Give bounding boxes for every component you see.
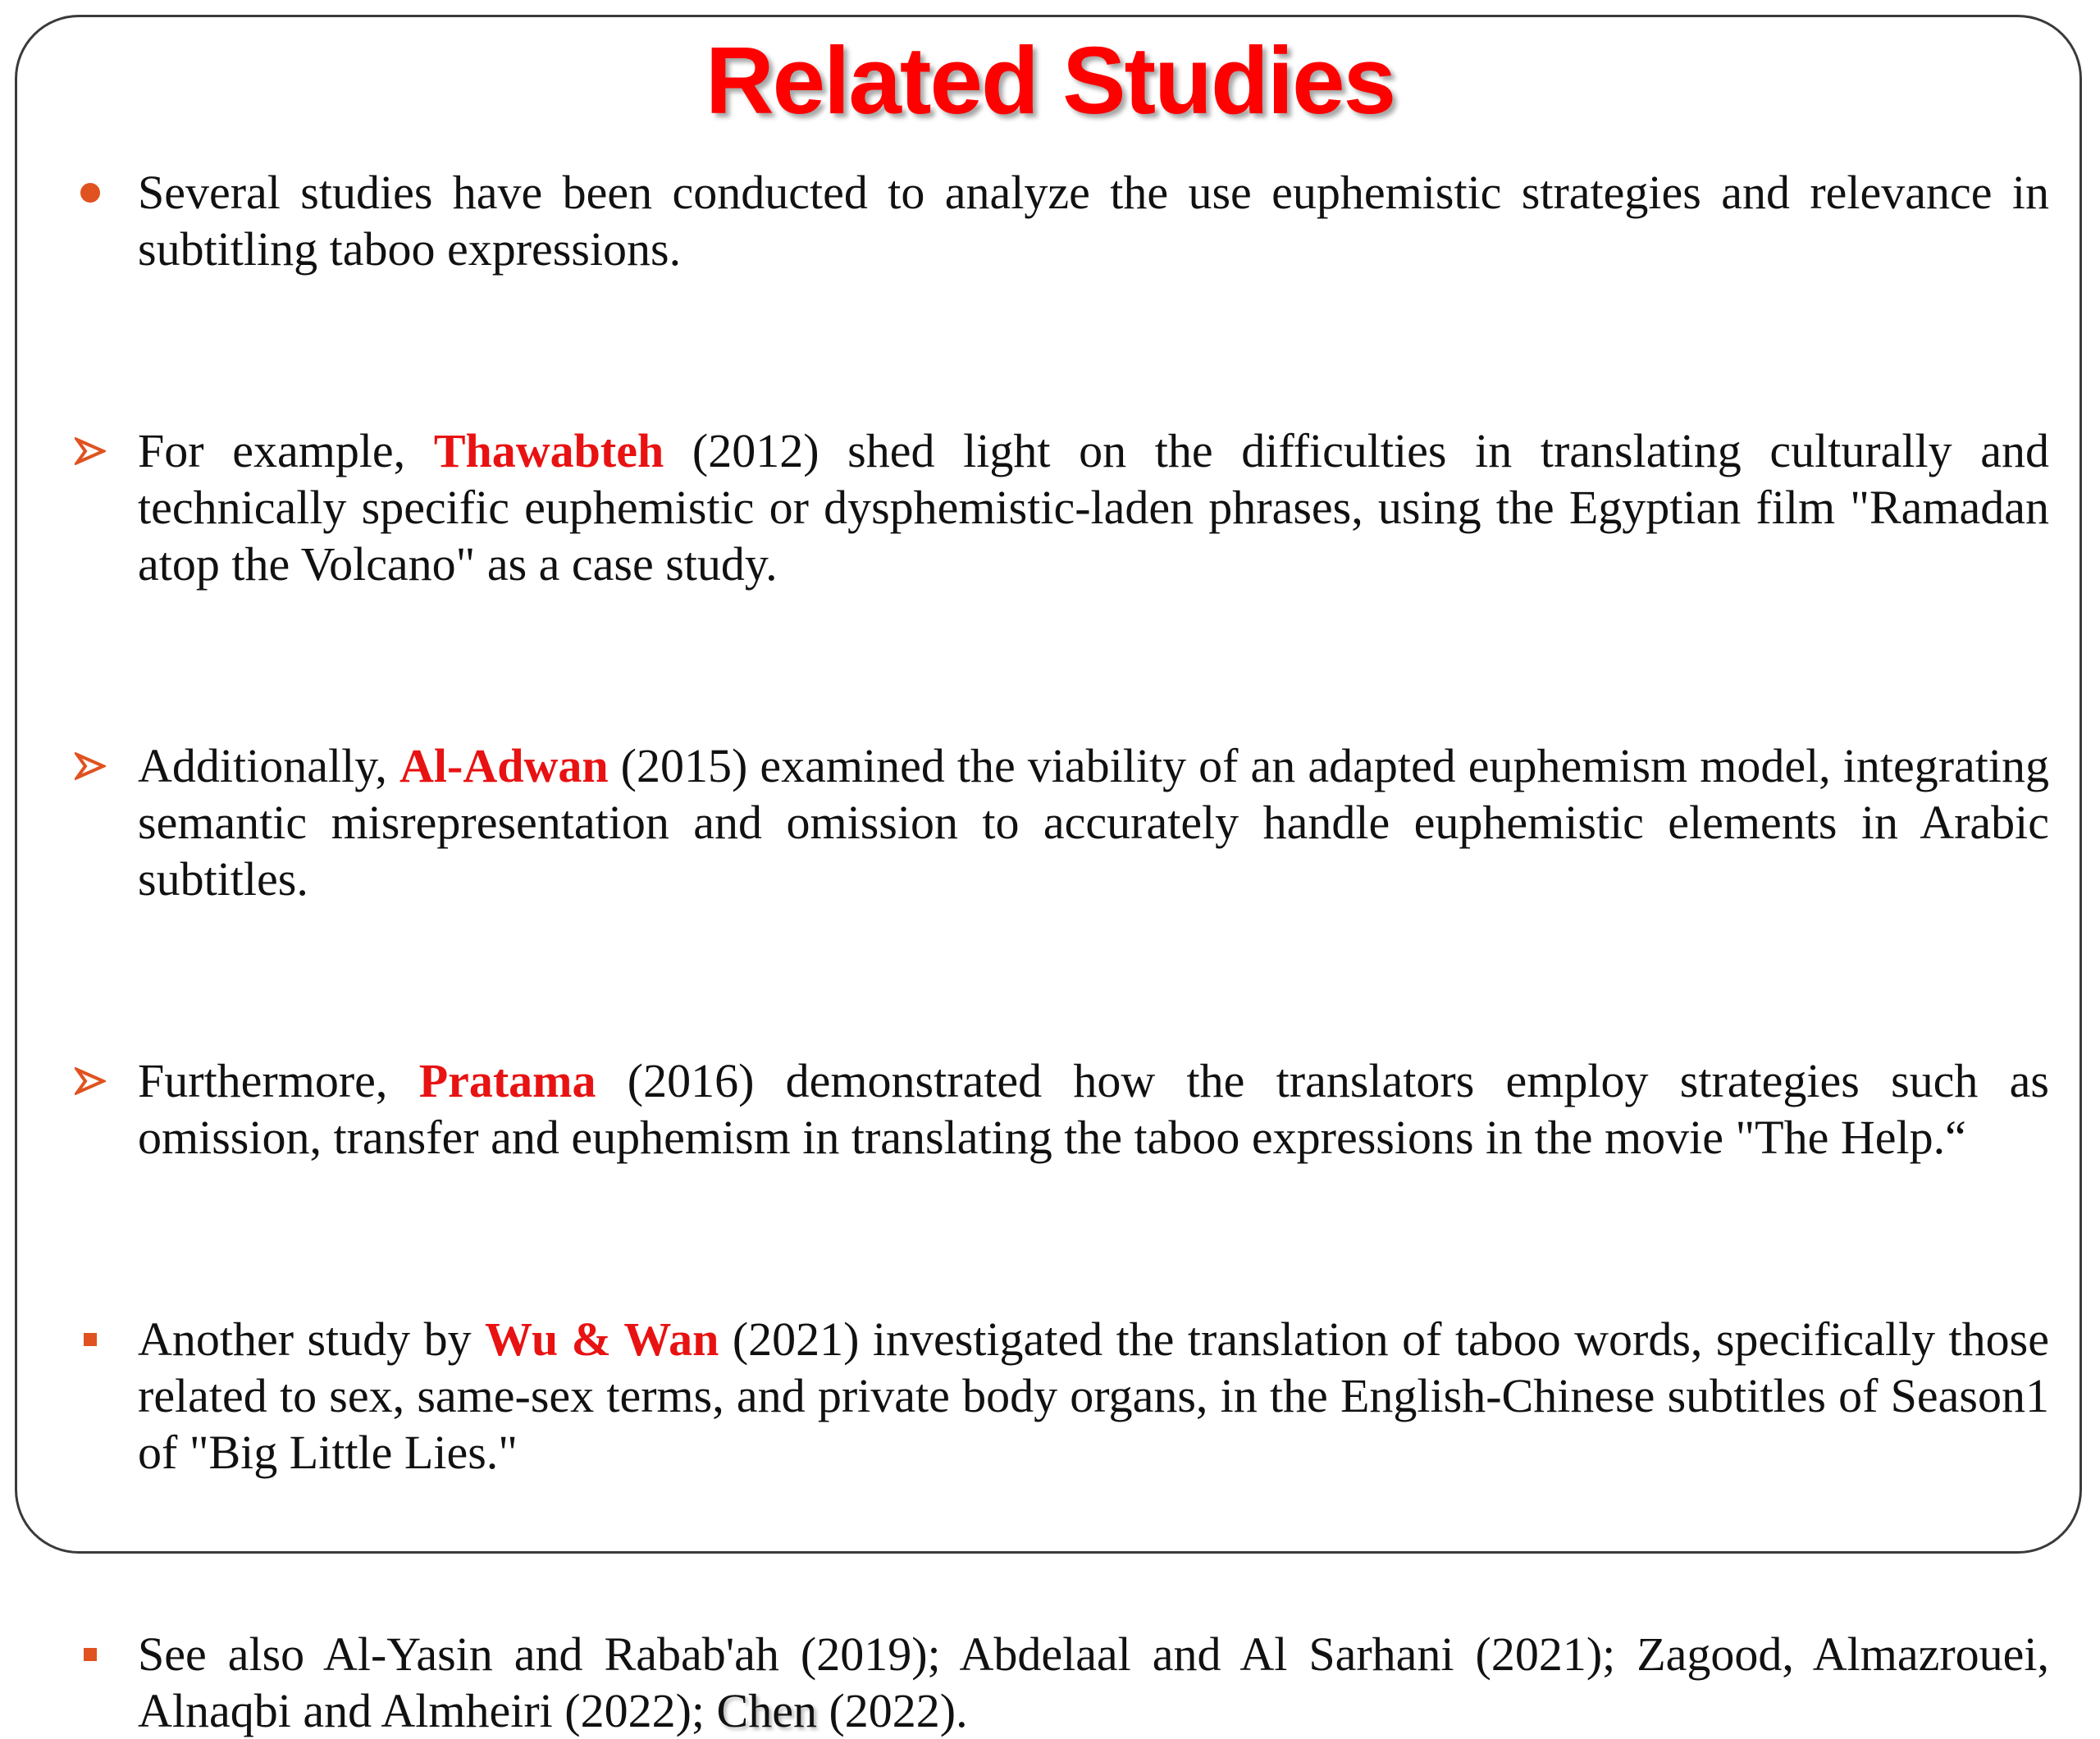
bullet-item-5 bbox=[138, 1311, 2049, 1481]
bullet-text-rest: (2022). bbox=[816, 1684, 968, 1737]
author-name-chen: Chen bbox=[716, 1684, 817, 1737]
bullet-item-4 bbox=[138, 1052, 2049, 1166]
bullet-list bbox=[138, 164, 2049, 1739]
bullet-text-rest: (2016) demonstrated how the translators employ strategies such as omission, transfer and euphemism in translating the taboo expressions in the movie "The Help.“ bbox=[138, 1054, 2049, 1164]
bullet-text: Several studies have been conducted to analyze the use euphemistic strategies and relevance in subtitling taboo expressions. bbox=[138, 166, 2049, 276]
author-name-pratama: Pratama bbox=[418, 1054, 596, 1107]
bullet-text-lead: Additionally, bbox=[138, 739, 399, 792]
square-bullet-icon bbox=[74, 1311, 107, 1367]
bullet-text-rest: (2012) shed light on the difficulties in translating culturally and technically specific euphemistic or dysphemistic-laden phrases, using the Egyptian film "Ramadan atop the Volcano" as a case study. bbox=[138, 424, 2049, 591]
slide-title: Related Studies bbox=[705, 27, 1395, 134]
bullet-text-rest: (2015) examined the viability of an adapted euphemism model, integrating semantic misrepresentation and omission to accurately handle euphemistic elements in Arabic subtitles. bbox=[138, 739, 2049, 906]
bullet-text-rest: (2021) investigated the translation of taboo words, specifically those related to sex, same-sex terms, and private body organs, in the English-Chinese subtitles of Season1 of "Big Little Lies." bbox=[138, 1312, 2049, 1479]
arrow-bullet-icon bbox=[74, 1052, 107, 1109]
arrow-bullet-icon bbox=[74, 737, 107, 794]
bullet-text-lead: Furthermore, bbox=[138, 1054, 419, 1107]
bullet-item-6 bbox=[138, 1626, 2049, 1739]
bullet-dot-icon bbox=[74, 164, 107, 221]
arrow-bullet-icon bbox=[74, 422, 107, 479]
bullet-item-2 bbox=[138, 422, 2049, 592]
author-name-thawabteh: Thawabteh bbox=[433, 424, 664, 477]
bullet-item-3 bbox=[138, 737, 2049, 907]
author-name-al-adwan: Al-Adwan bbox=[399, 739, 609, 792]
bullet-text-lead: For example, bbox=[138, 424, 434, 477]
bullet-item-1 bbox=[138, 164, 2049, 277]
bullet-text-lead: Another study by bbox=[138, 1312, 486, 1366]
square-bullet-icon bbox=[74, 1626, 107, 1682]
bullet-text-lead: See also Al-Yasin and Rabab'ah (2019); Abdelaal and Al Sarhani (2021); Zagood, Almazrouei, Alnaqbi and Almheiri (2022); bbox=[138, 1627, 2049, 1737]
author-name-wu-wan: Wu & Wan bbox=[485, 1312, 719, 1366]
